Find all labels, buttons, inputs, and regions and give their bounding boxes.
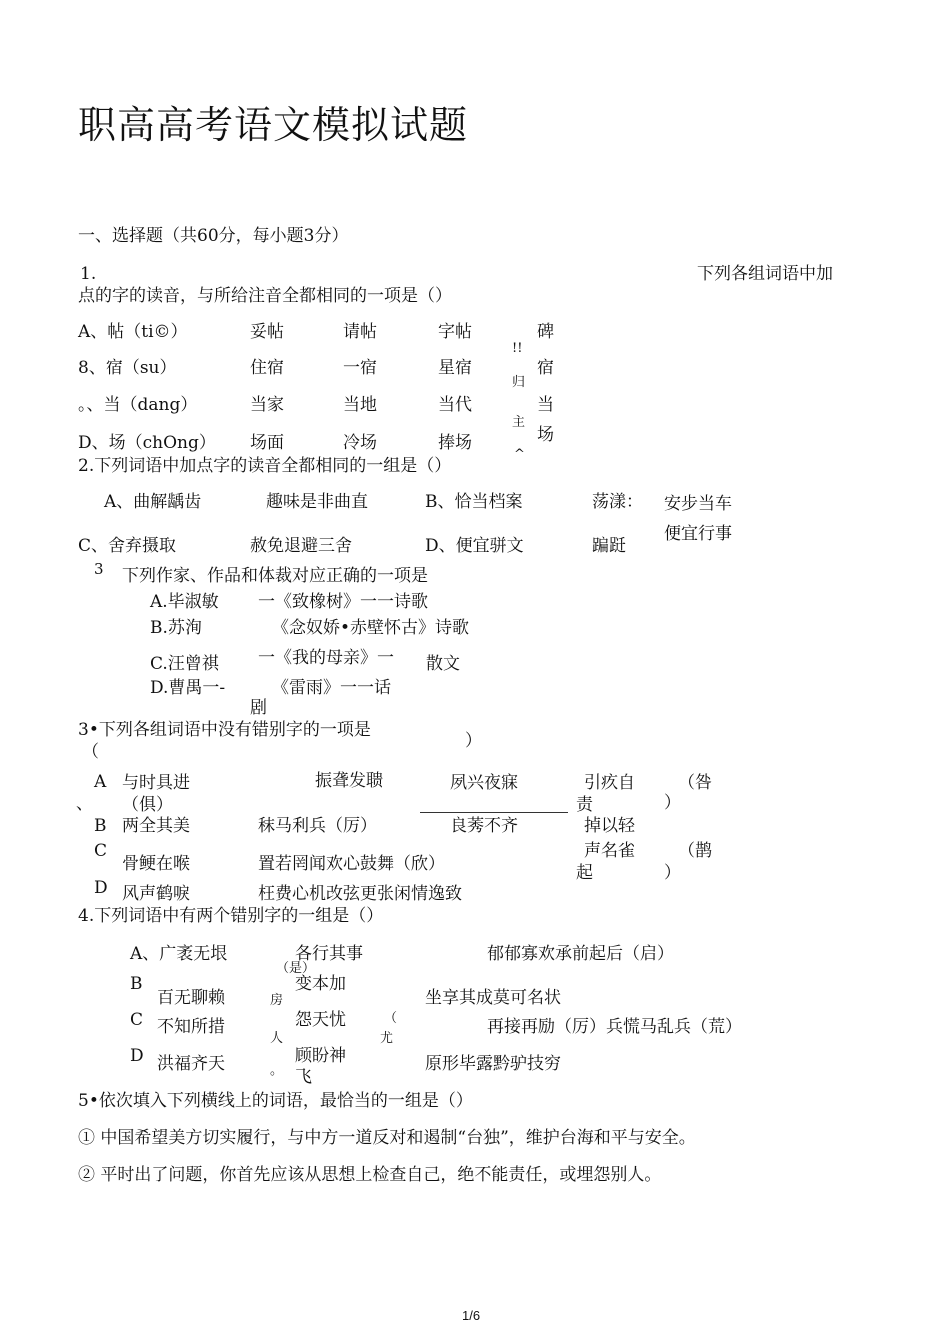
q1-option-a-word4: 碑 [537, 322, 554, 342]
q3a-option-d-work: 《雷雨》一一话 [272, 678, 391, 698]
q1-option-b-label: 8、宿（su） [78, 358, 177, 378]
q1-option-b-fragment: 归 [512, 375, 526, 390]
q1-option-c-word3: 当代 [438, 395, 472, 415]
q4-option-a-word1: A、广袤无垠 [130, 944, 228, 964]
q1-option-a-word2: 请帖 [343, 322, 377, 342]
q3b-option-a-word1: 与时具进 [122, 773, 190, 793]
q3a-stem: 下列作家、作品和体裁对应正确的一项是 [122, 566, 428, 586]
q3b-option-c-word2: 置若罔闻欢心鼓舞（欣） [258, 854, 445, 874]
q3b-underline [420, 812, 568, 813]
q4-stem: 4.下列词语中有两个错别字的一组是（） [78, 906, 384, 926]
q3b-option-b-word4: 掉以轻 [584, 816, 635, 836]
q3b-option-d-letter: D [94, 878, 108, 898]
q4-option-b-letter: B [130, 974, 143, 994]
q1-option-d-word2: 冷场 [343, 433, 377, 453]
q5-sentence-1: ① 中国希望美方切实履行，与中方一道反对和遏制“台独”，维护台海和平与安全。 [78, 1128, 696, 1148]
q4-option-c-fragment: 人 [270, 1031, 284, 1046]
q3a-option-a-work: 一《致橡树》一一诗歌 [258, 592, 428, 612]
q2-option-c-words: 赦免退避三舍 [250, 536, 352, 556]
q3b-option-d-word1: 风声鹤唳 [122, 884, 190, 904]
q5-sentence-2: ② 平时出了问题，你首先应该从思想上检查自己，绝不能责任，或埋怨别人。 [78, 1165, 662, 1185]
q4-option-a-word2: 各行其事 [295, 944, 363, 964]
q1-option-a-word3: 字帖 [438, 322, 472, 342]
q2-stem: 2.下列词语中加点字的读音全都相同的一组是（） [78, 456, 452, 476]
q4-option-c-paren: （ [384, 1011, 398, 1026]
q1-option-b-word1: 住宿 [250, 358, 284, 378]
q2-option-d-word3: 便宜行事 [664, 524, 732, 544]
q1-option-d-word4: 场 [537, 425, 554, 445]
q1-option-d-word3: 捧场 [438, 433, 472, 453]
q3b-option-a-word4-cont: 责 [576, 795, 593, 815]
q2-option-b-word3: 安步当车 [664, 494, 732, 514]
q2-option-a-words: 趣味是非曲直 [266, 492, 368, 512]
q4-option-d-word2: 顾盼神 [295, 1046, 346, 1066]
q3b-option-a-word2: 振聋发聩 [315, 771, 383, 791]
q2-option-c-label: C、舍弃摄取 [78, 536, 177, 556]
q2-option-b-label: B、恰当档案 [425, 492, 523, 512]
q3b-option-b-letter: B [94, 816, 107, 836]
q1-option-a-fragment: !! [512, 341, 523, 356]
q4-option-d-word3: 原形毕露黔驴技穷 [425, 1054, 561, 1074]
q4-option-b-word3: 坐享其成莫可名状 [425, 988, 561, 1008]
q3b-option-a-note: （咎 [678, 773, 712, 793]
section-heading: 一、选择题（共60分，每小题3分） [78, 226, 349, 246]
q1-option-d-word1: 场面 [250, 433, 284, 453]
q4-option-d-letter: D [130, 1046, 144, 1066]
q4-option-c-word3: 再接再励（厉）兵慌马乱兵（荒） [487, 1017, 742, 1037]
q3b-option-a-word3: 夙兴夜寐 [450, 773, 518, 793]
q4-option-d-word2-cont: 飞 [295, 1067, 312, 1087]
q1-option-c-word4: 当 [537, 395, 554, 415]
q3a-option-b-name: B.苏洵 [150, 618, 202, 638]
q1-option-a-label: A、帖（ti©） [78, 322, 188, 342]
q2-option-d-word2: 蹁跹 [592, 536, 626, 556]
q1-option-a-word1: 妥帖 [250, 322, 284, 342]
q3b-stem: 3•下列各组词语中没有错别字的一项是 [78, 720, 371, 740]
q1-number: 1. [80, 264, 97, 284]
q3b-option-c-word4-cont: 起 [576, 863, 593, 883]
q3b-option-c-word1: 骨鲠在喉 [122, 854, 190, 874]
q3b-option-a-letter: A [94, 772, 107, 792]
q3a-option-b-work: 《念奴娇•赤壁怀古》诗歌 [272, 618, 470, 638]
q4-option-b-word2: 变本加 [295, 974, 346, 994]
q5-stem: 5•依次填入下列横线上的词语，最恰当的一组是（） [78, 1091, 473, 1111]
q3b-option-a-note-close: ） [664, 793, 681, 813]
q4-option-b-fragment: 房 [270, 993, 284, 1008]
q3b-paren-left: （ [82, 742, 99, 762]
q4-option-c-word2: 怨天忧 [295, 1010, 346, 1030]
q1-stem: 点的字的读音，与所给注音全都相同的一项是（） [78, 286, 452, 306]
q1-option-c-label: 。、当（dang） [78, 395, 198, 415]
q3a-option-a-name: A.毕淑敏 [150, 592, 219, 612]
q3b-option-b-word3: 良莠不齐 [450, 816, 518, 836]
q4-option-b-word1: 百无聊赖 [157, 988, 225, 1008]
q4-option-c-fragment2: 尤 [380, 1031, 394, 1046]
q4-option-d-word1: 洪福齐天 [157, 1054, 225, 1074]
q3b-option-d-word2: 枉费心机改弦更张闲情逸致 [258, 884, 462, 904]
q3a-option-d-name: D.曹禺一- [150, 678, 226, 698]
q3a-number: 3 [94, 560, 104, 578]
q3a-option-c-genre: 散文 [426, 654, 460, 674]
q3b-paren-right: ） [465, 731, 482, 751]
q3b-option-c-letter: C [94, 841, 108, 861]
q3b-option-b-word2: 秣马利兵（厉） [258, 816, 377, 836]
q1-option-b-word2: 一宿 [343, 358, 377, 378]
q4-option-d-fragment: 。 [270, 1063, 284, 1078]
q3b-option-c-word4: 声名雀 [584, 841, 635, 861]
q3a-option-c-name: C.汪曾祺 [150, 654, 219, 674]
q3a-option-c-work: 一《我的母亲》一 [258, 648, 394, 668]
q1-option-c-word1: 当家 [250, 395, 284, 415]
q2-option-d-label: D、便宜骈文 [425, 536, 524, 556]
q3b-option-c-note-close: ） [664, 863, 681, 883]
q3b-option-c-note: （鹊 [678, 841, 712, 861]
page-title: 职高高考语文模拟试题 [78, 103, 469, 147]
q4-option-c-letter: C [130, 1010, 144, 1030]
q1-stem-right: 下列各组词语中加 [697, 264, 833, 284]
q4-option-c-word1: 不知所措 [157, 1017, 225, 1037]
q1-option-b-word4: 宿 [537, 358, 554, 378]
q4-option-a-word3: 郁郁寡欢承前起后（启） [487, 944, 674, 964]
q1-option-c-word2: 当地 [343, 395, 377, 415]
q4-option-a-word2-note: （是） [276, 961, 316, 976]
q2-option-a-label: A、曲解龋齿 [104, 492, 202, 512]
q3a-option-d-genre-cont: 剧 [250, 698, 267, 718]
q1-option-d-fragment: ^ [514, 447, 525, 462]
q1-option-d-label: D、场（chOng） [78, 433, 216, 453]
q3b-option-b-word1: 两全其美 [122, 816, 190, 836]
q1-option-c-fragment: 主 [512, 415, 526, 430]
q3b-option-a-comma: 、 [76, 794, 93, 814]
q3b-option-a-word4: 引疚自 [584, 773, 635, 793]
q1-option-b-word3: 星宿 [438, 358, 472, 378]
q2-option-b-word2: 荡漾： [592, 492, 643, 512]
q3b-option-a-word1-note: （俱） [122, 795, 173, 815]
page-number: 1/6 [462, 1308, 481, 1323]
